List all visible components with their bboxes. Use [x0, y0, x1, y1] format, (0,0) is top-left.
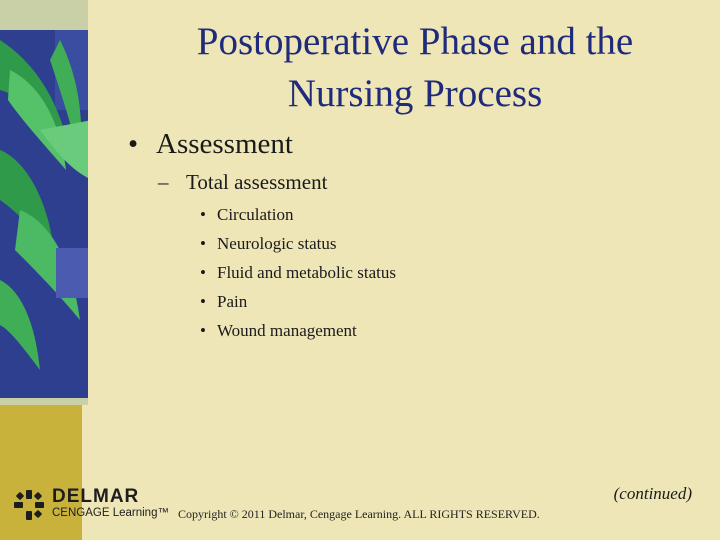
logo-sub — [52, 507, 169, 519]
subbullet-text: Total assessment — [186, 170, 328, 194]
decorative-leaf-art — [0, 0, 92, 405]
list-item-text: Neurologic status — [217, 234, 337, 253]
list-bullet: • — [200, 234, 206, 253]
cengage-mark-icon — [12, 488, 46, 522]
bullet-assessment — [128, 128, 293, 161]
dash-marker: – — [158, 170, 169, 194]
continued-label: (continued) — [613, 484, 692, 503]
list-item-text: Circulation — [217, 205, 294, 224]
title-line-1: Postoperative Phase and the — [196, 20, 634, 63]
slide-title — [110, 16, 720, 120]
list-bullet: • — [200, 292, 206, 311]
logo-sub-text: CENGAGE Learning — [52, 507, 158, 519]
list-item-text: Wound management — [217, 321, 357, 340]
copyright-footer: Copyright © 2011 Delmar, Cengage Learning. ALL RIGHTS RESERVED. — [178, 507, 540, 521]
bullet-marker: • — [128, 128, 139, 160]
list-bullet: • — [200, 321, 206, 340]
assessment-list — [200, 203, 396, 348]
list-item — [200, 319, 396, 348]
list-item — [200, 203, 396, 232]
list-item — [200, 232, 396, 261]
subbullet-total-assessment — [158, 170, 327, 195]
logo-brand: DELMAR — [52, 486, 140, 507]
logo-tm: ™ — [157, 507, 169, 519]
list-bullet: • — [200, 263, 206, 282]
list-item-text: Fluid and metabolic status — [217, 263, 396, 282]
delmar-cengage-logo — [12, 486, 182, 526]
list-item — [200, 290, 396, 319]
list-item-text: Pain — [217, 292, 248, 311]
bullet-text: Assessment — [156, 128, 293, 160]
list-item — [200, 261, 396, 290]
title-line-2: Nursing Process — [287, 72, 543, 115]
list-bullet: • — [200, 205, 206, 224]
